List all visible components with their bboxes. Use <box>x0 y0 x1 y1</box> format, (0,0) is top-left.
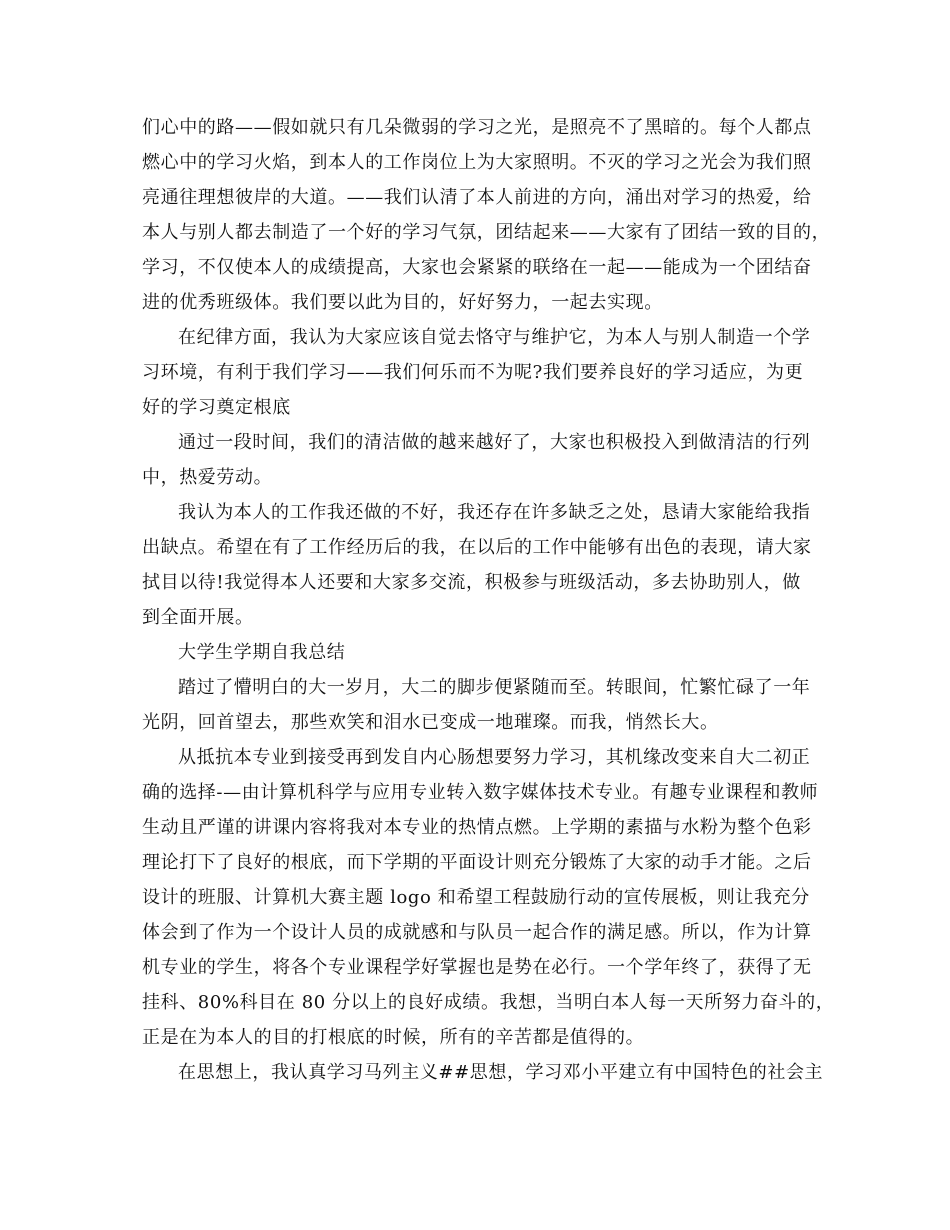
paragraph-first-line: 大学生学期自我总结 <box>178 642 346 663</box>
paragraph-first-line: 在纪律方面，我认为大家应该自觉去恪守与维护它，为本人与别人制造一个学 <box>178 327 811 348</box>
paragraph-first-line: 通过一段时间，我们的清洁做的越来越好了，大家也积极投入到做清洁的行列 <box>178 432 811 453</box>
text-line: 设计的班服、计算机大赛主题 logo 和希望工程鼓励行动的宣传展板，则让我充分 <box>142 887 810 908</box>
text-line: 燃心中的学习火焰，到本人的工作岗位上为大家照明。不灭的学习之光会为我们照 <box>142 152 812 173</box>
text-line: 确的选择-—由计算机科学与应用专业转入数字媒体技术专业。有趣专业课程和教师 <box>142 782 819 803</box>
text-line: 拭目以待!我觉得本人还要和大家多交流，积极参与班级活动，多去协助别人，做 <box>142 572 801 593</box>
text-line: 体会到了作为一个设计人员的成就感和与队员一起合作的满足感。所以，作为计算 <box>142 922 812 943</box>
text-line: 理论打下了良好的根底，而下学期的平面设计则充分锻炼了大家的动手才能。之后 <box>142 852 812 873</box>
text-line: 中，热爱劳动。 <box>142 467 273 488</box>
text-line: 出缺点。希望在有了工作经历后的我，在以后的工作中能够有出色的表现，请大家 <box>142 537 812 558</box>
paragraph-first-line: 从抵抗本专业到接受再到发自内心肠想要努力学习，其机缘改变来自大二初正 <box>178 747 811 768</box>
paragraph-first-line: 我认为本人的工作我还做的不好，我还存在许多缺乏之处，恳请大家能给我指 <box>178 502 811 523</box>
paragraph-first-line: 踏过了懵明白的大一岁月，大二的脚步便紧随而至。转眼间，忙繁忙碌了一年 <box>178 677 811 698</box>
text-line: 本人与别人都去制造了一个好的学习气氛，团结起来——大家有了团结一致的目的， <box>142 222 831 243</box>
text-line: 进的优秀班级体。我们要以此为目的，好好努力，一起去实现。 <box>142 292 663 313</box>
text-line: 光阴，回首望去，那些欢笑和泪水已变成一地璀璨。而我，悄然长大。 <box>142 712 719 733</box>
document-body <box>142 110 835 1090</box>
text-line: 到全面开展。 <box>142 607 254 628</box>
text-line: 学习，不仅使本人的成绩提高，大家也会紧紧的联络在一起——能成为一个团结奋 <box>142 257 812 278</box>
text-line: 们心中的路——假如就只有几朵微弱的学习之光，是照亮不了黑暗的。每个人都点 <box>142 117 812 138</box>
text-line: 习环境，有利于我们学习——我们何乐而不为呢?我们要养良好的学习适应，为更 <box>142 362 804 383</box>
text-line: 机专业的学生，将各个专业课程学好掌握也是势在必行。一个学年终了，获得了无 <box>142 957 812 978</box>
text-line: 亮通往理想彼岸的大道。——我们认清了本人前进的方向，涌出对学习的热爱，给 <box>142 187 812 208</box>
paragraph-first-line: 在思想上，我认真学习马列主义##思想，学习邓小平建立有中国特色的社会主 <box>178 1062 824 1083</box>
text-line: 正是在为本人的目的打根底的时候，所有的辛苦都是值得的。 <box>142 1027 645 1048</box>
text-line: 好的学习奠定根底 <box>142 397 291 418</box>
text-line: 生动且严谨的讲课内容将我对本专业的热情点燃。上学期的素描与水粉为整个色彩 <box>142 817 812 838</box>
text-line: 挂科、80%科目在 80 分以上的良好成绩。我想，当明白本人每一天所努力奋斗的， <box>142 992 835 1013</box>
